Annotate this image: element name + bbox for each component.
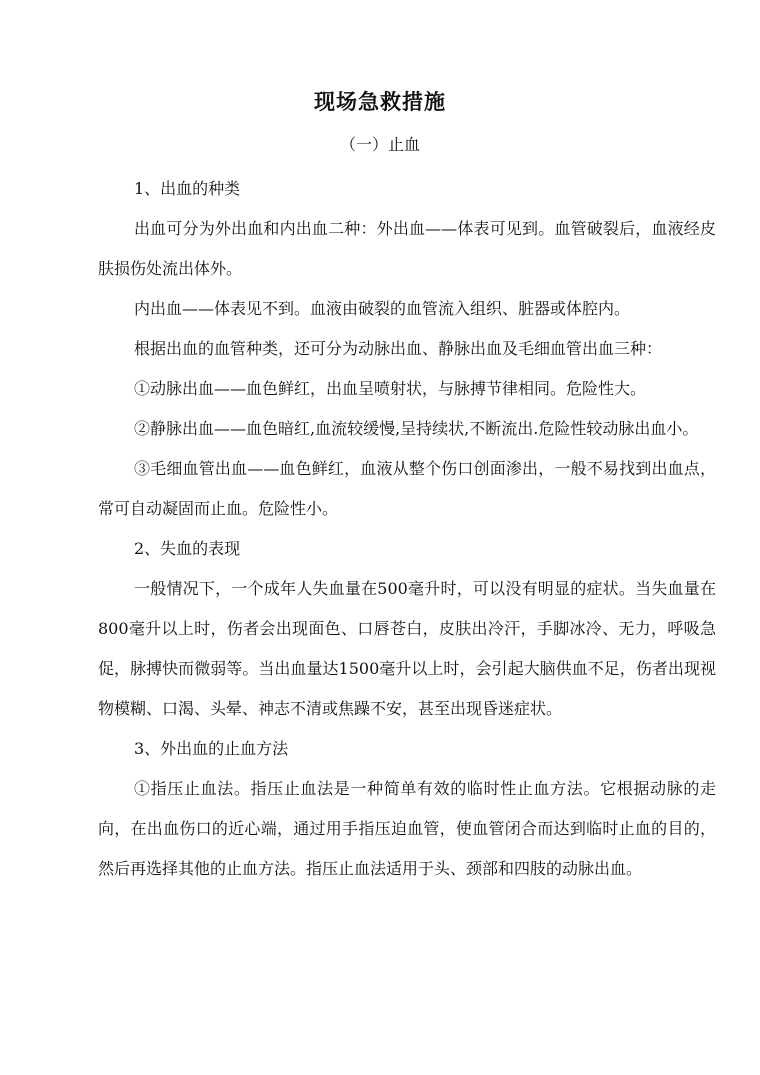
document-body: [98, 169, 716, 889]
document-title: 现场急救措施: [314, 89, 446, 114]
paragraph-capillary-bleeding: ③毛细血管出血——血色鲜红，血液从整个伤口创面渗出，一般不易找到出血点，常可自动凝固而止血。危险性小。: [98, 459, 716, 518]
paragraph-vessel-types: 根据出血的血管种类，还可分为动脉出血、静脉出血及毛细血管出血三种：: [134, 339, 663, 358]
paragraph-internal-bleeding: 内出血——体表见不到。血液由破裂的血管流入组织、脏器或体腔内。: [134, 299, 631, 318]
paragraph-external-bleeding: 出血可分为外出血和内出血二种：外出血——体表可见到。血管破裂后，血液经皮肤损伤处流出体外。: [98, 219, 716, 278]
heading-external-hemostasis: 3、外出血的止血方法: [134, 739, 289, 758]
section-heading-hemostasis: （一）止血: [339, 135, 420, 154]
heading-blood-loss-signs: 2、失血的表现: [134, 539, 241, 558]
paragraph-blood-loss-signs: 一般情况下，一个成年人失血量在500毫升时，可以没有明显的症状。当失血量在800毫升以上时，伤者会出现面色、口唇苍白，皮肤出冷汗，手脚冰冷、无力，呼吸急促，脉搏快而微弱等。当出血量达1500毫升以上时，会引起大脑供血不足，伤者出现视物模糊、口渴、头晕、神志不清或焦躁不安，甚至出现昏迷症状。: [98, 579, 716, 718]
heading-bleeding-types: 1、出血的种类: [134, 179, 241, 198]
paragraph-venous-bleeding: ②静脉出血——血色暗红,血流较缓慢,呈持续状,不断流出.危险性较动脉出血小。: [134, 419, 699, 438]
paragraph-finger-pressure: ①指压止血法。指压止血法是一种简单有效的临时性止血方法。它根据动脉的走向，在出血伤口的近心端，通过用手指压迫血管，使血管闭合而达到临时止血的目的，然后再选择其他的止血方法。指压止血法适用于头、颈部和四肢的动脉出血。: [98, 779, 716, 878]
paragraph-arterial-bleeding: ①动脉出血——血色鲜红，出血呈喷射状，与脉搏节律相同。危险性大。: [134, 379, 647, 398]
